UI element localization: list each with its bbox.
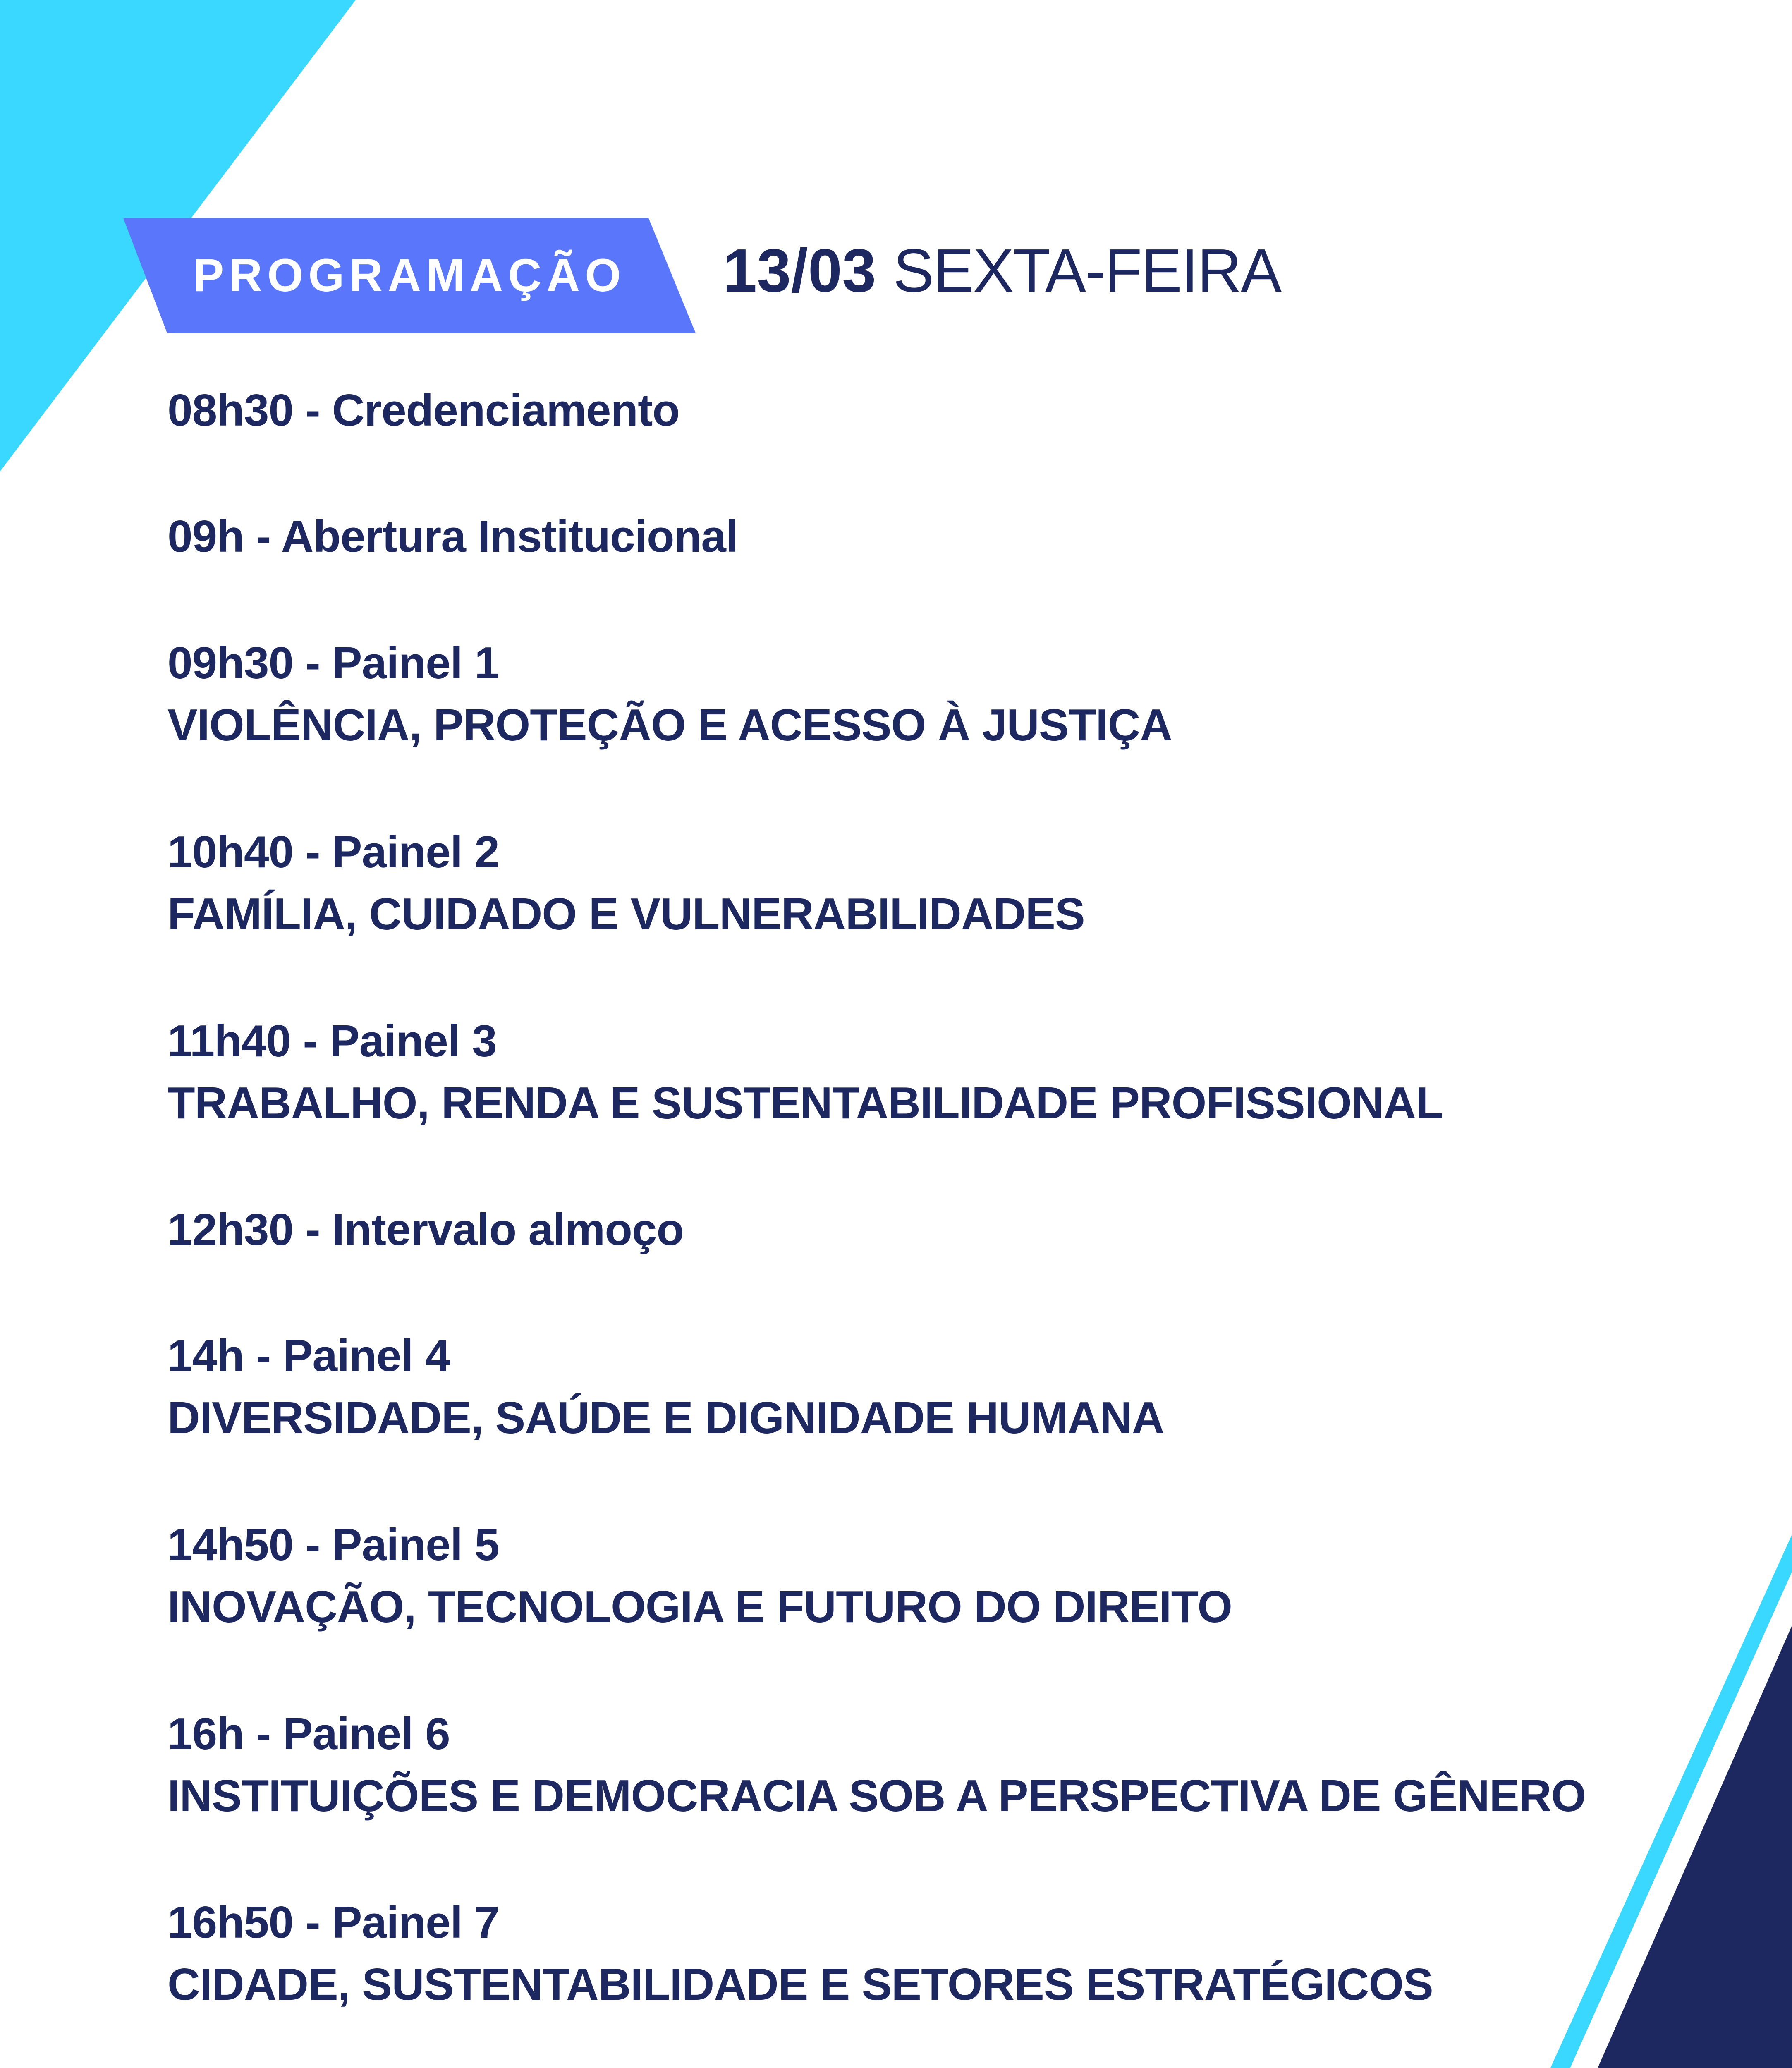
schedule-time-title: 14h50 - Painel 5 bbox=[167, 1520, 499, 1570]
schedule-time-title: 10h40 - Painel 2 bbox=[167, 827, 499, 877]
schedule-time-title: 09h30 - Painel 1 bbox=[167, 638, 499, 688]
schedule-item bbox=[167, 632, 1172, 756]
schedule-time-title: 14h - Painel 4 bbox=[167, 1331, 450, 1381]
schedule-item bbox=[167, 1891, 1433, 2015]
schedule-time-title: 08h30 - Credenciamento bbox=[167, 385, 679, 436]
schedule-time-title: 12h30 - Intervalo almoço bbox=[167, 1204, 684, 1255]
schedule-time-title: 16h50 - Painel 7 bbox=[167, 1897, 499, 1948]
schedule-time-title: 16h - Painel 6 bbox=[167, 1709, 450, 1759]
badge-label: PROGRAMAÇÃO bbox=[193, 249, 626, 301]
schedule-item bbox=[167, 821, 1085, 945]
schedule-item bbox=[167, 505, 738, 567]
schedule-item bbox=[167, 1199, 684, 1261]
schedule-time-title: 09h - Abertura Institucional bbox=[167, 511, 738, 562]
schedule-item bbox=[167, 1010, 1443, 1134]
schedule-item bbox=[167, 379, 679, 441]
schedule-theme: FAMÍLIA, CUIDADO E VULNERABILIDADES bbox=[167, 889, 1085, 939]
schedule-theme: DIVERSIDADE, SAÚDE E DIGNIDADE HUMANA bbox=[167, 1393, 1164, 1443]
schedule-item bbox=[167, 1514, 1232, 1638]
event-date bbox=[723, 232, 1281, 310]
schedule-time-title: 11h40 - Painel 3 bbox=[167, 1016, 497, 1066]
schedule-item bbox=[167, 1703, 1586, 1827]
schedule-theme: INOVAÇÃO, TECNOLOGIA E FUTURO DO DIREITO bbox=[167, 1582, 1232, 1632]
weekday: SEXTA-FEIRA bbox=[893, 237, 1281, 305]
schedule-theme: CIDADE, SUSTENTABILIDADE E SETORES ESTRATÉGICOS bbox=[167, 1959, 1433, 2010]
programacao-badge bbox=[123, 218, 696, 333]
schedule-item bbox=[167, 1325, 1164, 1449]
schedule-theme: TRABALHO, RENDA E SUSTENTABILIDADE PROFISSIONAL bbox=[167, 1078, 1443, 1128]
schedule-theme: VIOLÊNCIA, PROTEÇÃO E ACESSO À JUSTIÇA bbox=[167, 700, 1172, 750]
schedule-theme: INSTITUIÇÕES E DEMOCRACIA SOB A PERSPECTIVA DE GÊNERO bbox=[167, 1771, 1586, 1821]
date-number: 13/03 bbox=[723, 237, 876, 305]
